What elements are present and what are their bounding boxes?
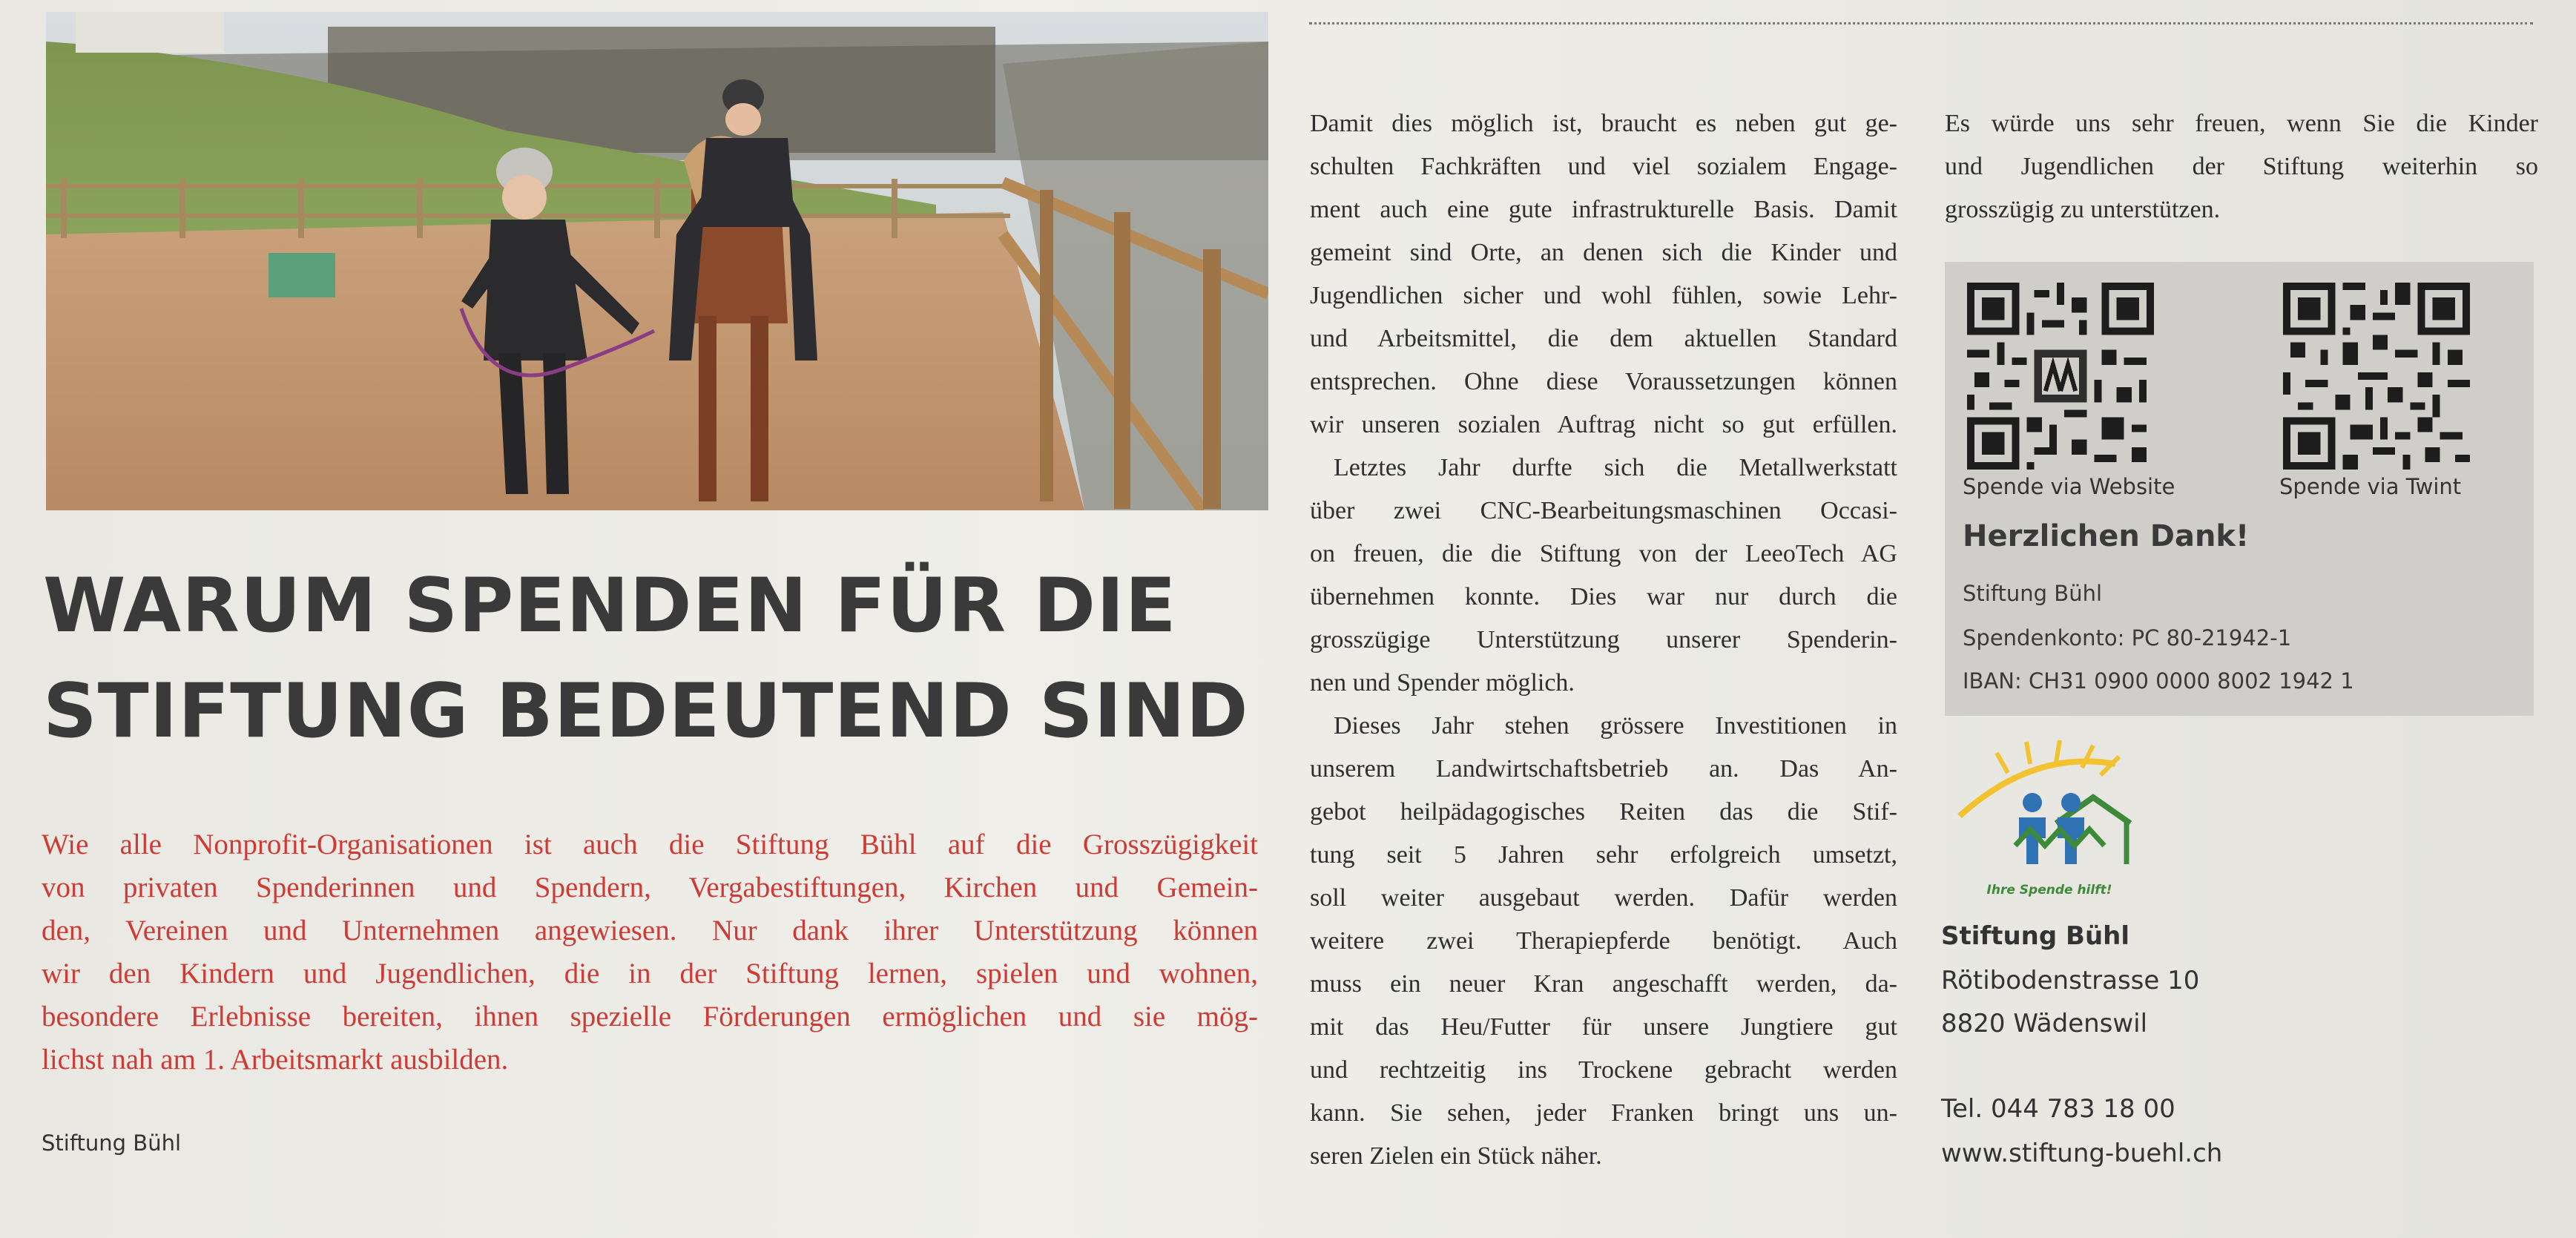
body-line: seren Zielen ein Stück näher. [1310,1142,1602,1170]
donation-account: Spendenkonto: PC 80-21942-1 [1963,625,2292,651]
lead-line: lichst nah am 1. Arbeitsmarkt ausbilden. [42,1044,509,1076]
body-line: und Arbeitsmittel, die dem aktuellen Standard [1310,325,1897,352]
donation-org: Stiftung Bühl [1963,581,2103,606]
headline [43,553,1274,763]
body-line: entsprechen. Ohne diese Voraussetzungen können [1310,368,1897,395]
thanks-heading: Herzlichen Dank! [1963,519,2250,553]
body-line: on freuen, die die Stiftung von der LeeoTech AG [1310,540,1897,567]
body-column-right [1945,102,2538,231]
donation-iban: IBAN: CH31 0900 0000 8002 1942 1 [1963,668,2354,694]
body-line: und rechtzeitig ins Trockene gebracht werden [1310,1056,1897,1084]
body-line: ment auch eine gute infrastrukturelle Basis. Damit [1310,196,1897,223]
body-line: mit das Heu/Futter für unsere Jungtiere gut [1310,1013,1897,1041]
body-line: wir unseren sozialen Auftrag nicht so gut erfüllen. [1310,411,1897,438]
body-line: grosszügig zu unterstützen. [1945,196,2221,223]
body-line: Letztes Jahr durfte sich die Metallwerkstatt [1334,454,1897,481]
address-street: Rötibodenstrasse 10 [1941,966,2200,995]
qr-code-website[interactable] [1967,283,2154,470]
body-line: gemeint sind Orte, an denen sich die Kinder und [1310,239,1897,266]
qr-code-twint[interactable] [2283,283,2470,470]
lead-line: wir den Kindern und Jugendlichen, die in der Stiftung lernen, spielen und wohnen, [42,958,1258,990]
qr-website-caption: Spende via Website [1963,474,2175,499]
riding-arena-photo [46,12,1268,510]
website-link[interactable]: www.stiftung-buehl.ch [1941,1139,2223,1168]
body-line: grosszügige Unterstützung unserer Spenderin- [1310,626,1897,653]
body-line: nen und Spender möglich. [1310,669,1575,697]
body-line: Es würde uns sehr freuen, wenn Sie die Kinder [1945,110,2538,137]
author-byline: Stiftung Bühl [42,1130,182,1156]
address-name: Stiftung Bühl [1941,921,2130,951]
lead-line: den, Vereinen und Unternehmen angewiesen. Nur dank ihrer Unterstützung können [42,915,1258,946]
body-line: schulten Fachkräften und viel sozialem Engage- [1310,153,1897,180]
body-line: weitere zwei Therapiepferde benötigt. Auch [1310,927,1897,955]
body-line: soll weiter ausgebaut werden. Dafür werden [1310,884,1897,912]
lead-line: besondere Erlebnisse bereiten, ihnen spezielle Förderungen ermöglichen und sie mög- [42,1001,1258,1033]
headline-line-1: WARUM SPENDEN FÜR DIE [43,562,1177,649]
qr-twint-caption: Spende via Twint [2279,474,2462,499]
logo-tagline: Ihre Spende hilft! [1986,883,2112,898]
stiftung-logo [1945,734,2154,916]
body-line: Damit dies möglich ist, braucht es neben gut ge- [1310,110,1897,137]
article-photo [46,12,1268,510]
body-line: unserem Landwirtschaftsbetrieb an. Das An- [1310,755,1897,783]
body-line: tung seit 5 Jahren sehr erfolgreich umsetzt, [1310,841,1897,869]
body-line: gebot heilpädagogisches Reiten das die Stif- [1310,798,1897,826]
dotted-rule [1309,22,2533,24]
body-line: übernehmen konnte. Dies war nur durch die [1310,583,1897,610]
body-column-middle [1310,102,1897,1178]
body-line: und Jugendlichen der Stiftung weiterhin so [1945,153,2538,180]
lead-paragraph [42,823,1258,1081]
body-line: über zwei CNC-Bearbeitungsmaschinen Occasi- [1310,497,1897,524]
logo-graphic [1945,734,2154,883]
address-city: 8820 Wädenswil [1941,1009,2148,1038]
body-line: Jugendlichen sicher und wohl fühlen, sowie Lehr- [1310,282,1897,309]
donation-info-box [1945,262,2534,716]
body-line: Dieses Jahr stehen grössere Investitionen in [1334,712,1897,740]
body-line: kann. Sie sehen, jeder Franken bringt uns un- [1310,1099,1897,1127]
lead-line: von privaten Spenderinnen und Spendern, Vergabestiftungen, Kirchen und Gemein- [42,872,1258,903]
body-line: muss ein neuer Kran angeschafft werden, da- [1310,970,1897,998]
headline-line-2: STIFTUNG BEDEUTEND SIND [43,667,1249,754]
address-phone: Tel. 044 783 18 00 [1941,1094,2175,1124]
lead-line: Wie alle Nonprofit-Organisationen ist auch die Stiftung Bühl auf die Grosszügigkeit [42,829,1258,860]
